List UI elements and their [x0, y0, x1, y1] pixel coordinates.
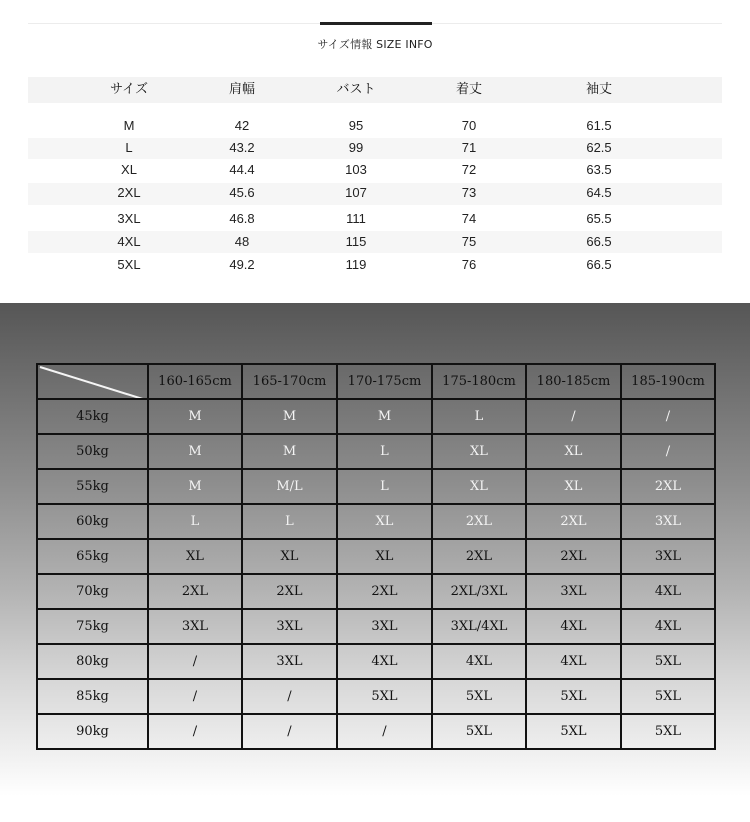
chart-row [37, 609, 715, 644]
size-cell: 5XL [621, 644, 715, 679]
cell-bust: 115 [345, 234, 367, 249]
size-cell: 4XL [337, 644, 432, 679]
size-cell: 2XL [432, 539, 526, 574]
size-cell: 4XL [621, 574, 715, 609]
cell-shoulder: 45.6 [229, 185, 255, 200]
weight-label: 70kg [37, 574, 148, 609]
size-cell: 3XL [337, 609, 432, 644]
size-cell: 5XL [621, 714, 715, 749]
size-cell: XL [432, 469, 526, 504]
size-cell: 2XL [621, 469, 715, 504]
size-cell: L [242, 504, 337, 539]
size-cell: XL [242, 539, 337, 574]
cell-shoulder: 42 [234, 118, 250, 133]
cell-size: 4XL [117, 234, 141, 249]
height-header: 175-180cm [432, 364, 526, 399]
size-cell: 5XL [337, 679, 432, 714]
cell-shoulder: 44.4 [229, 162, 255, 177]
size-info-row [0, 138, 750, 158]
weight-label: 55kg [37, 469, 148, 504]
size-cell: 5XL [526, 679, 621, 714]
size-cell: 3XL [526, 574, 621, 609]
cell-sleeve: 62.5 [586, 140, 612, 155]
cell-size: M [123, 118, 135, 133]
cell-length: 76 [461, 257, 477, 272]
cell-length: 70 [461, 118, 477, 133]
height-header: 160-165cm [148, 364, 242, 399]
size-cell: 4XL [526, 644, 621, 679]
chart-row [37, 679, 715, 714]
header-bust: バスト [336, 82, 376, 97]
size-cell: M [148, 399, 242, 434]
size-cell: 3XL [148, 609, 242, 644]
size-info-row [0, 160, 750, 180]
size-cell: 3XL [621, 539, 715, 574]
chart-row [37, 714, 715, 749]
size-cell: 2XL/3XL [432, 574, 526, 609]
size-cell: M [242, 434, 337, 469]
cell-length: 74 [461, 211, 477, 226]
height-header: 165-170cm [242, 364, 337, 399]
size-cell: 2XL [526, 539, 621, 574]
cell-sleeve: 63.5 [586, 162, 612, 177]
size-cell: / [621, 434, 715, 469]
chart-header-row [37, 364, 715, 399]
cell-bust: 119 [345, 257, 367, 272]
size-cell: XL [526, 469, 621, 504]
cell-bust: 99 [348, 140, 364, 155]
size-cell: / [148, 644, 242, 679]
cell-bust: 107 [345, 185, 367, 200]
size-cell: 3XL [621, 504, 715, 539]
cell-sleeve: 66.5 [586, 234, 612, 249]
size-cell: XL [337, 504, 432, 539]
size-cell: M [148, 469, 242, 504]
weight-label: 80kg [37, 644, 148, 679]
chart-row [37, 434, 715, 469]
weight-label: 45kg [37, 399, 148, 434]
title-accent-bar [320, 22, 432, 25]
size-cell: 2XL [337, 574, 432, 609]
height-header: 170-175cm [337, 364, 432, 399]
size-cell: XL [148, 539, 242, 574]
cell-shoulder: 48 [234, 234, 250, 249]
size-cell: 5XL [432, 714, 526, 749]
cell-length: 71 [461, 140, 477, 155]
size-info-section [0, 0, 750, 303]
cell-length: 72 [461, 162, 477, 177]
size-info-row [0, 116, 750, 136]
size-cell: M [242, 399, 337, 434]
size-cell: 4XL [526, 609, 621, 644]
size-info-header-row [0, 80, 750, 100]
cell-size: 5XL [117, 257, 141, 272]
weight-label: 75kg [37, 609, 148, 644]
chart-row [37, 644, 715, 679]
weight-label: 85kg [37, 679, 148, 714]
size-cell: / [337, 714, 432, 749]
size-info-row [0, 232, 750, 252]
size-cell: 2XL [148, 574, 242, 609]
size-cell: M/L [242, 469, 337, 504]
size-cell: / [242, 714, 337, 749]
size-cell: / [148, 679, 242, 714]
height-header: 185-190cm [621, 364, 715, 399]
size-cell: M [148, 434, 242, 469]
height-weight-size-chart [36, 363, 716, 750]
size-cell: 3XL [242, 644, 337, 679]
cell-length: 73 [461, 185, 477, 200]
size-cell: 2XL [242, 574, 337, 609]
size-cell: 2XL [526, 504, 621, 539]
corner-cell [37, 364, 148, 399]
size-cell: L [148, 504, 242, 539]
size-cell: 5XL [432, 679, 526, 714]
weight-label: 50kg [37, 434, 148, 469]
weight-label: 90kg [37, 714, 148, 749]
chart-row [37, 504, 715, 539]
size-cell: 3XL [242, 609, 337, 644]
header-size: サイズ [110, 82, 148, 97]
header-sleeve: 袖丈 [585, 82, 612, 97]
cell-bust: 111 [346, 211, 366, 226]
size-cell: L [337, 434, 432, 469]
chart-row [37, 399, 715, 434]
size-cell: XL [432, 434, 526, 469]
size-cell: / [621, 399, 715, 434]
header-length: 着丈 [455, 82, 482, 97]
chart-row [37, 574, 715, 609]
size-info-row [0, 209, 750, 229]
size-cell: 2XL [432, 504, 526, 539]
weight-label: 60kg [37, 504, 148, 539]
size-cell: / [526, 399, 621, 434]
size-cell: L [432, 399, 526, 434]
cell-bust: 103 [345, 162, 367, 177]
cell-length: 75 [461, 234, 477, 249]
size-cell: / [148, 714, 242, 749]
cell-shoulder: 43.2 [229, 140, 255, 155]
header-shoulder: 肩幅 [228, 82, 255, 97]
size-cell: 5XL [621, 679, 715, 714]
chart-row [37, 539, 715, 574]
size-cell: 3XL/4XL [432, 609, 526, 644]
size-cell: 4XL [432, 644, 526, 679]
cell-bust: 95 [348, 118, 364, 133]
weight-label: 65kg [37, 539, 148, 574]
chart-row [37, 469, 715, 504]
cell-shoulder: 49.2 [229, 257, 255, 272]
cell-sleeve: 61.5 [586, 118, 612, 133]
size-cell: XL [526, 434, 621, 469]
cell-sleeve: 64.5 [586, 185, 612, 200]
size-cell: 4XL [621, 609, 715, 644]
size-cell: XL [337, 539, 432, 574]
size-cell: / [242, 679, 337, 714]
section-title: サイズ情報 SIZE INFO [317, 38, 433, 51]
size-cell: L [337, 469, 432, 504]
cell-size: 2XL [117, 185, 141, 200]
size-cell: 5XL [526, 714, 621, 749]
size-cell: M [337, 399, 432, 434]
cell-size: L [125, 140, 133, 155]
diagonal-line-icon [38, 365, 148, 399]
cell-sleeve: 65.5 [586, 211, 612, 226]
cell-shoulder: 46.8 [229, 211, 255, 226]
cell-sleeve: 66.5 [586, 257, 612, 272]
height-header: 180-185cm [526, 364, 621, 399]
size-info-row [0, 183, 750, 203]
cell-size: XL [121, 162, 137, 177]
size-info-row [0, 255, 750, 275]
cell-size: 3XL [117, 211, 141, 226]
